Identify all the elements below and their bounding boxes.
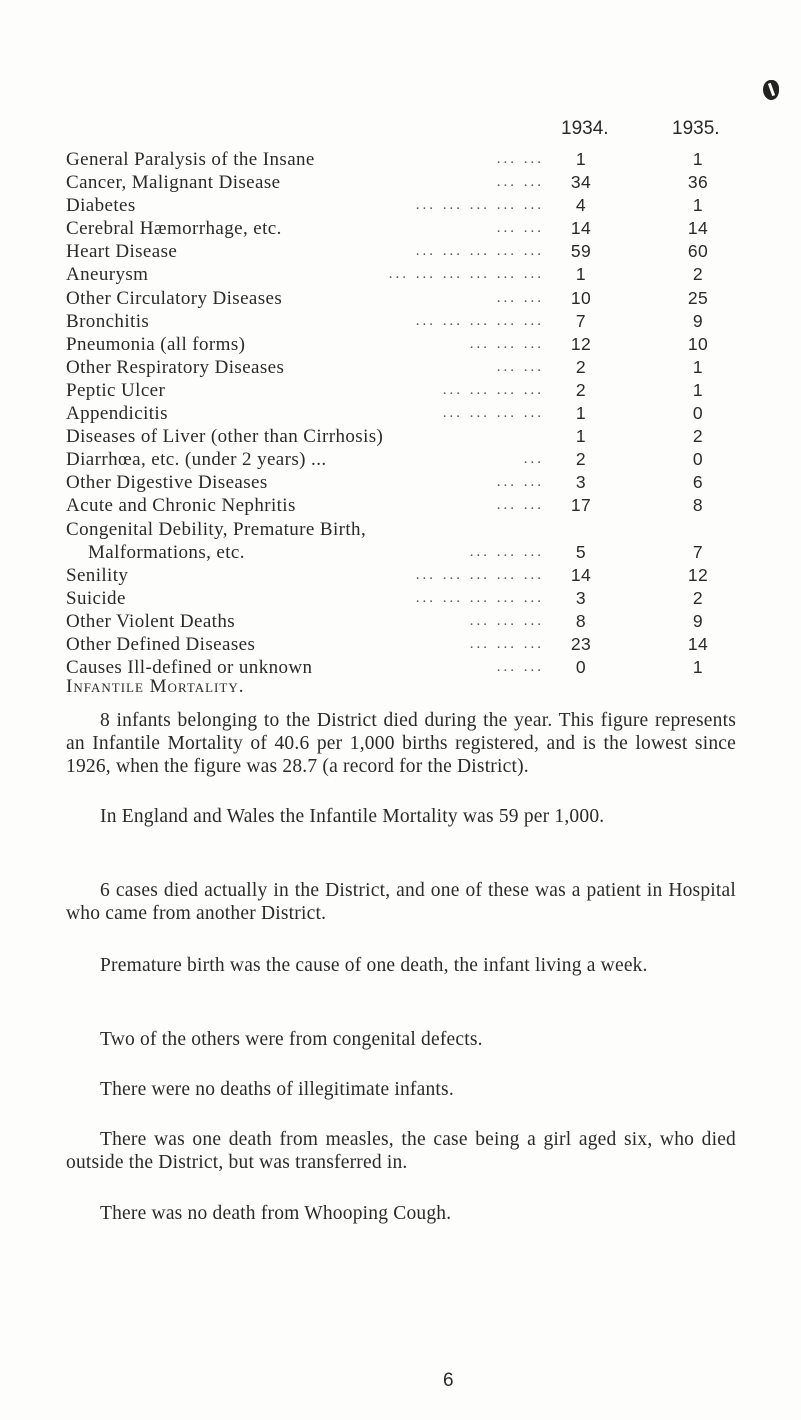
value-1934: 7 [575, 310, 587, 331]
value-1934: 2 [575, 379, 587, 400]
value-1935: 1 [692, 657, 704, 678]
value-1934: 12 [570, 333, 592, 354]
cause-text: Other Circulatory Diseases [66, 287, 283, 309]
leader-dots: ... ... [496, 151, 544, 167]
leader-dots: ... ... ... ... ... [415, 589, 544, 606]
value-1935: 0 [692, 449, 704, 470]
value-1935: 60 [687, 241, 709, 262]
cause-text: Peptic Ulcer [66, 379, 166, 401]
value-1934: 1 [575, 149, 587, 169]
ink-mark [763, 80, 779, 100]
cause-text: Cerebral Hæmorrhage, etc. [66, 218, 282, 240]
leader-dots: ... ... ... ... [442, 381, 544, 398]
paragraph: Two of the others were from congenital defects. [100, 1029, 483, 1050]
leader-dots: ... ... [496, 289, 544, 306]
cause-text: Diseases of Liver (other than Cirrhosis) [66, 426, 384, 448]
page-number: 6 [443, 1370, 454, 1391]
leader-dots: ... ... ... ... [442, 405, 544, 422]
value-1935: 1 [692, 356, 704, 377]
cause-label [66, 287, 282, 310]
table-row [66, 263, 746, 286]
cause-text: Congenital Debility, Premature Birth, [66, 518, 367, 540]
leader-dots: ... ... ... [469, 612, 544, 629]
paragraph: There was one death from measles, the case being a girl aged six, who died outside the District, but was transferred in. [66, 1129, 736, 1173]
table-row [66, 518, 746, 564]
leader-dots: ... ... ... [469, 635, 544, 652]
table-row [66, 610, 746, 633]
value-1935: 14 [687, 218, 709, 239]
value-1935: 0 [692, 403, 704, 424]
table-row [66, 471, 746, 494]
cause-text: Appendicitis [66, 403, 168, 425]
table-row [66, 379, 746, 402]
leader-dots: ... ... ... [469, 335, 544, 352]
value-1934: 1 [575, 264, 587, 285]
paragraph: There was no death from Whooping Cough. [100, 1203, 452, 1224]
cause-label [66, 402, 168, 425]
value-1934: 2 [575, 449, 587, 470]
paragraph: 8 infants belonging to the District died during the year. This figure represents an Infantile Mortality of 40.6 per 1,000 births registered, and is the lowest since 1926, when the figure was 28.7 (a record for the District). [66, 710, 736, 777]
cause-label [66, 240, 177, 263]
cause-label [66, 564, 128, 587]
cause-text: Heart Disease [66, 241, 178, 263]
value-1935: 8 [692, 495, 704, 516]
table-row [66, 448, 746, 471]
paragraph: Premature birth was the cause of one death, the infant living a week. [100, 955, 648, 976]
cause-label [66, 310, 149, 333]
cause-text: Bronchitis [66, 310, 150, 332]
cause-label [66, 171, 280, 194]
cause-text: Cancer, Malignant Disease [66, 172, 281, 194]
cause-text: Pneumonia (all forms) [66, 333, 246, 355]
table-row [66, 633, 746, 656]
year-1935-header: 1935. [672, 118, 720, 139]
leader-dots: ... ... ... [469, 543, 544, 560]
table-row [66, 240, 746, 263]
cause-text: Diabetes [66, 195, 136, 217]
value-1934: 17 [570, 495, 592, 516]
cause-label [66, 471, 268, 494]
cause-text: Causes Ill-defined or unknown [66, 657, 313, 679]
cause-text: Other Respiratory Diseases [66, 356, 285, 378]
section-title: Infantile Mortality. [66, 676, 245, 697]
table-row [66, 287, 746, 310]
value-1934: 14 [570, 564, 592, 585]
value-1935: 1 [692, 149, 704, 169]
value-1934: 3 [575, 472, 587, 493]
value-1935: 6 [692, 472, 704, 493]
leader-dots: ... ... [496, 497, 544, 514]
table-row [66, 148, 746, 171]
leader-dots: ... ... [496, 659, 544, 676]
cause-label [66, 333, 245, 356]
value-1934: 0 [575, 657, 587, 678]
value-1934: 10 [570, 287, 592, 308]
cause-text: Senility [66, 564, 129, 586]
table-row [66, 494, 746, 517]
paragraph: 6 cases died actually in the District, and one of these was a patient in Hospital who came from another District. [66, 880, 736, 924]
value-1935: 14 [687, 633, 709, 654]
cause-label [66, 194, 136, 217]
value-1934: 34 [570, 172, 592, 193]
cause-text: Aneurysm [66, 264, 149, 286]
leader-dots: ... ... [496, 174, 544, 191]
table-row [66, 310, 746, 333]
value-1935: 12 [687, 564, 709, 585]
cause-label [66, 379, 165, 402]
value-1935: 2 [692, 264, 704, 285]
table-header [66, 118, 746, 148]
table-row [66, 564, 746, 587]
cause-label [66, 356, 284, 379]
table-body [66, 148, 746, 679]
leader-dots: ... ... [496, 474, 544, 491]
cause-label [66, 610, 235, 633]
value-1935: 2 [692, 587, 704, 608]
value-1935: 36 [687, 172, 709, 193]
cause-text: Other Digestive Diseases [66, 472, 268, 494]
value-1934: 3 [575, 587, 587, 608]
value-1934: 5 [575, 541, 587, 562]
paragraph: In England and Wales the Infantile Mortality was 59 per 1,000. [100, 806, 605, 827]
cause-label [66, 587, 126, 610]
leader-dots: ... ... ... ... ... [415, 566, 544, 583]
leader-dots: ... ... ... ... ... [415, 243, 544, 260]
table-row [66, 171, 746, 194]
cause-label [66, 518, 366, 564]
cause-label [66, 425, 383, 448]
value-1934: 14 [570, 218, 592, 239]
table-row [66, 217, 746, 240]
value-1934: 1 [575, 403, 587, 424]
table-row [66, 402, 746, 425]
value-1934: 23 [570, 633, 592, 654]
value-1934: 2 [575, 356, 587, 377]
cause-continuation: Malformations, etc. [88, 541, 245, 563]
table-row [66, 425, 746, 448]
cause-text: Diarrhœa, etc. (under 2 years) ... [66, 449, 327, 471]
cause-label [66, 148, 315, 171]
leader-dots: ... ... ... ... ... ... [388, 266, 544, 283]
cause-label [66, 217, 282, 240]
cause-text: Acute and Chronic Nephritis [66, 495, 296, 517]
cause-label [66, 263, 148, 286]
value-1935: 9 [692, 610, 704, 631]
table-row [66, 194, 746, 217]
causes-of-death-table [66, 118, 746, 679]
value-1934: 59 [570, 241, 592, 262]
cause-text: Suicide [66, 587, 126, 609]
cause-text: Other Violent Deaths [66, 610, 236, 632]
table-row [66, 333, 746, 356]
year-1934-header: 1934. [561, 118, 609, 139]
value-1935: 1 [692, 379, 704, 400]
value-1935: 1 [692, 195, 704, 216]
value-1934: 4 [575, 195, 587, 216]
leader-dots: ... ... [496, 358, 544, 375]
value-1935: 2 [692, 426, 704, 447]
cause-label [66, 494, 296, 517]
table-row [66, 356, 746, 379]
value-1935: 25 [687, 287, 709, 308]
value-1935: 9 [692, 310, 704, 331]
cause-label [66, 633, 255, 656]
leader-dots: ... ... [496, 220, 544, 237]
value-1935: 7 [692, 541, 704, 562]
paragraph: There were no deaths of illegitimate infants. [100, 1079, 454, 1100]
leader-dots: ... [523, 451, 544, 468]
value-1934: 1 [575, 426, 587, 447]
value-1935: 10 [687, 333, 709, 354]
table-row [66, 587, 746, 610]
cause-label [66, 448, 327, 471]
leader-dots: ... ... ... ... ... [415, 312, 544, 329]
value-1934: 8 [575, 610, 587, 631]
cause-text: General Paralysis of the Insane [66, 149, 315, 170]
leader-dots: ... ... ... ... ... [415, 197, 544, 214]
cause-text: Other Defined Diseases [66, 633, 256, 655]
